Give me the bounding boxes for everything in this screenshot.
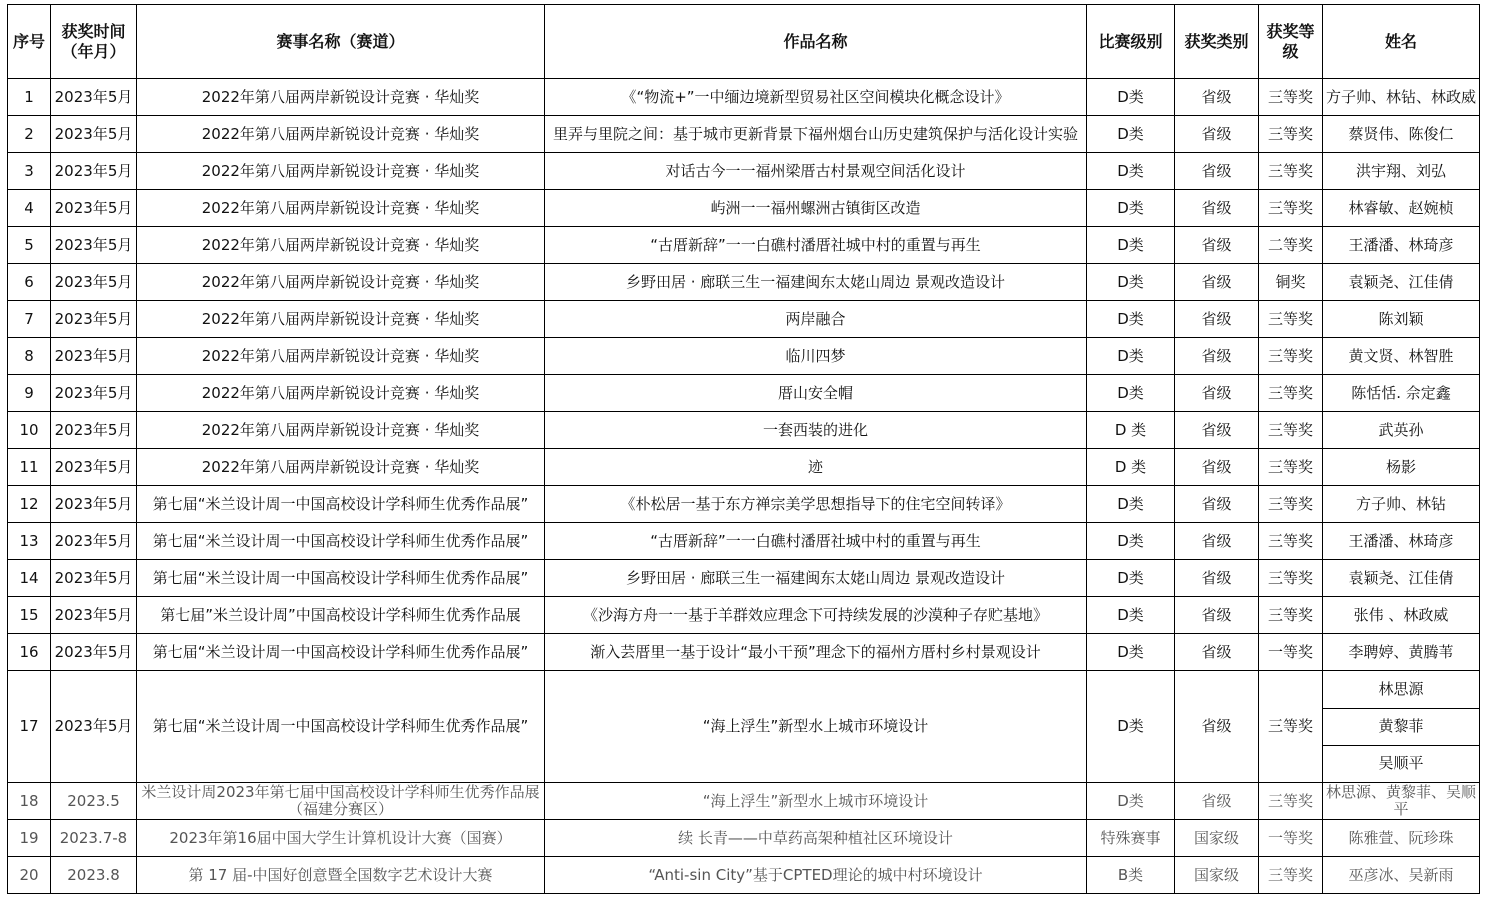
cell-index: 19 [8,820,51,857]
cell-award-time: 2023年5月 [51,486,137,523]
cell-competition: 第七届“米兰设计周一中国高校设计学科师生优秀作品展” [137,560,545,597]
cell-index: 10 [8,412,51,449]
cell-name: 袁颖尧、江佳倩 [1323,264,1480,301]
cell-category: 省级 [1175,79,1259,116]
cell-award-time: 2023年5月 [51,153,137,190]
cell-competition: 2023年第16届中国大学生计算机设计大赛（国赛） [137,820,545,857]
table-row [8,79,1480,116]
cell-name: 林思源 [1323,671,1479,708]
cell-category: 省级 [1175,338,1259,375]
cell-name: 方子帅、林钻 [1323,486,1480,523]
cell-name: 武英孙 [1323,412,1480,449]
cell-grade: 三等奖 [1259,597,1323,634]
cell-name: 陈雅萱、阮珍珠 [1323,820,1480,857]
cell-index: 6 [8,264,51,301]
cell-work: 迹 [545,449,1087,486]
table-row [8,116,1480,153]
header-name: 姓名 [1323,5,1480,79]
cell-level: B类 [1087,857,1175,894]
cell-index: 2 [8,116,51,153]
cell-level: D类 [1087,338,1175,375]
cell-award-time: 2023年5月 [51,597,137,634]
table-row [8,375,1480,412]
table-row [8,227,1480,264]
cell-level: D类 [1087,671,1175,783]
table-row [8,153,1480,190]
cell-award-time: 2023年5月 [51,227,137,264]
cell-competition: 2022年第八届两岸新锐设计竞赛 · 华灿奖 [137,79,545,116]
cell-index: 3 [8,153,51,190]
cell-name: 袁颖尧、江佳倩 [1323,560,1480,597]
cell-award-time: 2023.5 [51,783,137,820]
cell-level: D类 [1087,264,1175,301]
cell-name: 杨影 [1323,449,1480,486]
cell-competition: 米兰设计周2023年第七届中国高校设计学科师生优秀作品展（福建分赛区） [137,783,545,820]
cell-category: 省级 [1175,190,1259,227]
cell-work: 《“物流+”一中缅边境新型贸易社区空间模块化概念设计》 [545,79,1087,116]
header-competition: 赛事名称（赛道） [137,5,545,79]
cell-name: 林思源、黄黎菲、吴顺平 [1323,783,1480,820]
cell-competition: 第七届“米兰设计周一中国高校设计学科师生优秀作品展” [137,671,545,783]
cell-index: 14 [8,560,51,597]
cell-category: 省级 [1175,523,1259,560]
cell-award-time: 2023年5月 [51,634,137,671]
cell-grade: 三等奖 [1259,375,1323,412]
table-row [8,190,1480,227]
cell-level: D类 [1087,486,1175,523]
cell-grade: 三等奖 [1259,671,1323,783]
cell-competition: 2022年第八届两岸新锐设计竞赛 · 华灿奖 [137,375,545,412]
table-row [8,338,1480,375]
cell-category: 省级 [1175,264,1259,301]
cell-competition: 2022年第八届两岸新锐设计竞赛 · 华灿奖 [137,449,545,486]
cell-name: 黄文贤、林智胜 [1323,338,1480,375]
cell-name: 洪宇翔、刘弘 [1323,153,1480,190]
cell-name: 王潘潘、林琦彦 [1323,523,1480,560]
cell-level: D类 [1087,783,1175,820]
cell-index: 16 [8,634,51,671]
cell-grade: 一等奖 [1259,634,1323,671]
cell-work: “古厝新辞”一一白礁村潘厝社城中村的重置与再生 [545,523,1087,560]
cell-name: 李聘婷、黄腾苇 [1323,634,1480,671]
cell-award-time: 2023年5月 [51,338,137,375]
cell-grade: 三等奖 [1259,560,1323,597]
cell-level: D类 [1087,634,1175,671]
cell-grade: 三等奖 [1259,153,1323,190]
cell-level: D 类 [1087,412,1175,449]
cell-grade: 三等奖 [1259,523,1323,560]
cell-competition: 2022年第八届两岸新锐设计竞赛 · 华灿奖 [137,412,545,449]
cell-level: D类 [1087,560,1175,597]
header-index: 序号 [8,5,51,79]
cell-category: 省级 [1175,153,1259,190]
cell-competition: 2022年第八届两岸新锐设计竞赛 · 华灿奖 [137,301,545,338]
cell-work: 一套西装的进化 [545,412,1087,449]
cell-category: 省级 [1175,227,1259,264]
cell-level: D类 [1087,375,1175,412]
cell-grade: 一等奖 [1259,820,1323,857]
cell-award-time: 2023年5月 [51,79,137,116]
table-row [8,486,1480,523]
cell-category: 省级 [1175,486,1259,523]
cell-grade: 三等奖 [1259,190,1323,227]
table-row [8,264,1480,301]
cell-grade: 三等奖 [1259,338,1323,375]
cell-category: 省级 [1175,783,1259,820]
cell-level: 特殊赛事 [1087,820,1175,857]
cell-index: 7 [8,301,51,338]
cell-name: 陈刘颖 [1323,301,1480,338]
header-award-time: 获奖时间 （年月） [51,5,137,79]
cell-index: 8 [8,338,51,375]
table-row [8,634,1480,671]
cell-work: 对话古今一一福州梁厝古村景观空间活化设计 [545,153,1087,190]
cell-work: 续 长青——中草药高架种植社区环境设计 [545,820,1087,857]
cell-category: 省级 [1175,116,1259,153]
cell-level: D类 [1087,190,1175,227]
cell-index: 15 [8,597,51,634]
cell-name: 吴顺平 [1378,754,1424,773]
header-row [8,5,1480,79]
cell-award-time: 2023年5月 [51,264,137,301]
cell-competition: 2022年第八届两岸新锐设计竞赛 · 华灿奖 [137,338,545,375]
cell-work: 临川四梦 [545,338,1087,375]
cell-level: D类 [1087,79,1175,116]
cell-competition: 2022年第八届两岸新锐设计竞赛 · 华灿奖 [137,227,545,264]
cell-work: 厝山安全帽 [545,375,1087,412]
cell-work: “Anti-sin City”基于CPTED理论的城中村环境设计 [545,857,1087,894]
cell-name: 林睿敏、赵婉桢 [1323,190,1480,227]
cell-grade: 三等奖 [1259,486,1323,523]
cell-index: 13 [8,523,51,560]
cell-work: “海上浮生”新型水上城市环境设计 [545,783,1087,820]
cell-grade: 三等奖 [1259,449,1323,486]
cell-grade: 三等奖 [1259,783,1323,820]
cell-award-time: 2023年5月 [51,449,137,486]
cell-index: 5 [8,227,51,264]
cell-award-time: 2023年5月 [51,116,137,153]
cell-award-time: 2023年5月 [51,412,137,449]
cell-award-time: 2023年5月 [51,375,137,412]
cell-grade: 三等奖 [1259,116,1323,153]
awards-table [7,4,1480,894]
cell-category: 省级 [1175,560,1259,597]
name-list [1323,671,1479,782]
cell-category: 省级 [1175,301,1259,338]
cell-award-time: 2023年5月 [51,671,137,783]
cell-name-group [1323,671,1480,783]
cell-category: 省级 [1175,671,1259,783]
cell-competition: 第七届”米兰设计周”中国高校设计学科师生优秀作品展 [137,597,545,634]
cell-award-time: 2023年5月 [51,190,137,227]
table-row [8,412,1480,449]
cell-award-time: 2023.7-8 [51,820,137,857]
cell-grade: 三等奖 [1259,79,1323,116]
cell-index: 4 [8,190,51,227]
cell-award-time: 2023年5月 [51,523,137,560]
cell-level: D类 [1087,227,1175,264]
cell-category: 省级 [1175,597,1259,634]
cell-work: “古厝新辞”一一白礁村潘厝社城中村的重置与再生 [545,227,1087,264]
cell-award-time: 2023年5月 [51,560,137,597]
header-work: 作品名称 [545,5,1087,79]
cell-work: 乡野田居 · 廊联三生一福建闽东太姥山周边 景观改造设计 [545,560,1087,597]
cell-name: 王潘潘、林琦彦 [1323,227,1480,264]
cell-grade: 二等奖 [1259,227,1323,264]
cell-category: 省级 [1175,412,1259,449]
cell-index: 18 [8,783,51,820]
table-row [8,301,1480,338]
cell-level: D类 [1087,597,1175,634]
cell-category: 省级 [1175,634,1259,671]
cell-competition: 第七届“米兰设计周一中国高校设计学科师生优秀作品展” [137,634,545,671]
cell-level: D类 [1087,301,1175,338]
cell-grade: 三等奖 [1259,301,1323,338]
table-row [8,449,1480,486]
cell-competition: 第七届“米兰设计周一中国高校设计学科师生优秀作品展” [137,486,545,523]
cell-competition: 2022年第八届两岸新锐设计竞赛 · 华灿奖 [137,153,545,190]
cell-work: 里弄与里院之间：基于城市更新背景下福州烟台山历史建筑保护与活化设计实验 [545,116,1087,153]
header-category: 获奖类别 [1175,5,1259,79]
cell-competition: 2022年第八届两岸新锐设计竞赛 · 华灿奖 [137,116,545,153]
table-row [8,671,1480,783]
cell-category: 省级 [1175,449,1259,486]
table-row [8,783,1480,820]
cell-competition: 第七届“米兰设计周一中国高校设计学科师生优秀作品展” [137,523,545,560]
cell-index: 11 [8,449,51,486]
cell-category: 国家级 [1175,820,1259,857]
cell-competition: 2022年第八届两岸新锐设计竞赛 · 华灿奖 [137,264,545,301]
cell-work: 乡野田居 · 廊联三生一福建闽东太姥山周边 景观改造设计 [545,264,1087,301]
cell-name: 黄黎菲 [1323,708,1479,745]
cell-name: 蔡贤伟、陈俊仁 [1323,116,1480,153]
table-row [8,523,1480,560]
cell-level: D类 [1087,153,1175,190]
cell-level: D 类 [1087,449,1175,486]
cell-level: D类 [1087,523,1175,560]
table-row [8,597,1480,634]
cell-competition: 第 17 届-中国好创意暨全国数字艺术设计大赛 [137,857,545,894]
table-row [8,560,1480,597]
cell-competition: 2022年第八届两岸新锐设计竞赛 · 华灿奖 [137,190,545,227]
cell-category: 国家级 [1175,857,1259,894]
cell-work: 《沙海方舟一一基于羊群效应理念下可持续发展的沙漠种子存贮基地》 [545,597,1087,634]
table-row [8,857,1480,894]
cell-index: 17 [8,671,51,783]
table-row [8,820,1480,857]
cell-work: 渐入芸厝里一基于设计“最小干预”理念下的福州方厝村乡村景观设计 [545,634,1087,671]
cell-work: “海上浮生”新型水上城市环境设计 [545,671,1087,783]
cell-award-time: 2023.8 [51,857,137,894]
cell-index: 9 [8,375,51,412]
cell-grade: 三等奖 [1259,857,1323,894]
header-level: 比赛级别 [1087,5,1175,79]
cell-category: 省级 [1175,375,1259,412]
cell-award-time: 2023年5月 [51,301,137,338]
cell-name: 张伟 、林政威 [1323,597,1480,634]
cell-grade: 三等奖 [1259,412,1323,449]
cell-work: 屿洲一一福州螺洲古镇街区改造 [545,190,1087,227]
cell-name: 巫彦冰、吴新雨 [1323,857,1480,894]
cell-grade: 铜奖 [1259,264,1323,301]
cell-index: 1 [8,79,51,116]
cell-index: 12 [8,486,51,523]
cell-work: 两岸融合 [545,301,1087,338]
cell-level: D类 [1087,116,1175,153]
cell-name: 方子帅、林钻、林政威 [1323,79,1480,116]
cell-index: 20 [8,857,51,894]
cell-name: 陈恬恬. 佘定鑫 [1323,375,1480,412]
cell-work: 《朴松居一基于东方禅宗美学思想指导下的住宅空间转译》 [545,486,1087,523]
header-grade: 获奖等级 [1259,5,1323,79]
